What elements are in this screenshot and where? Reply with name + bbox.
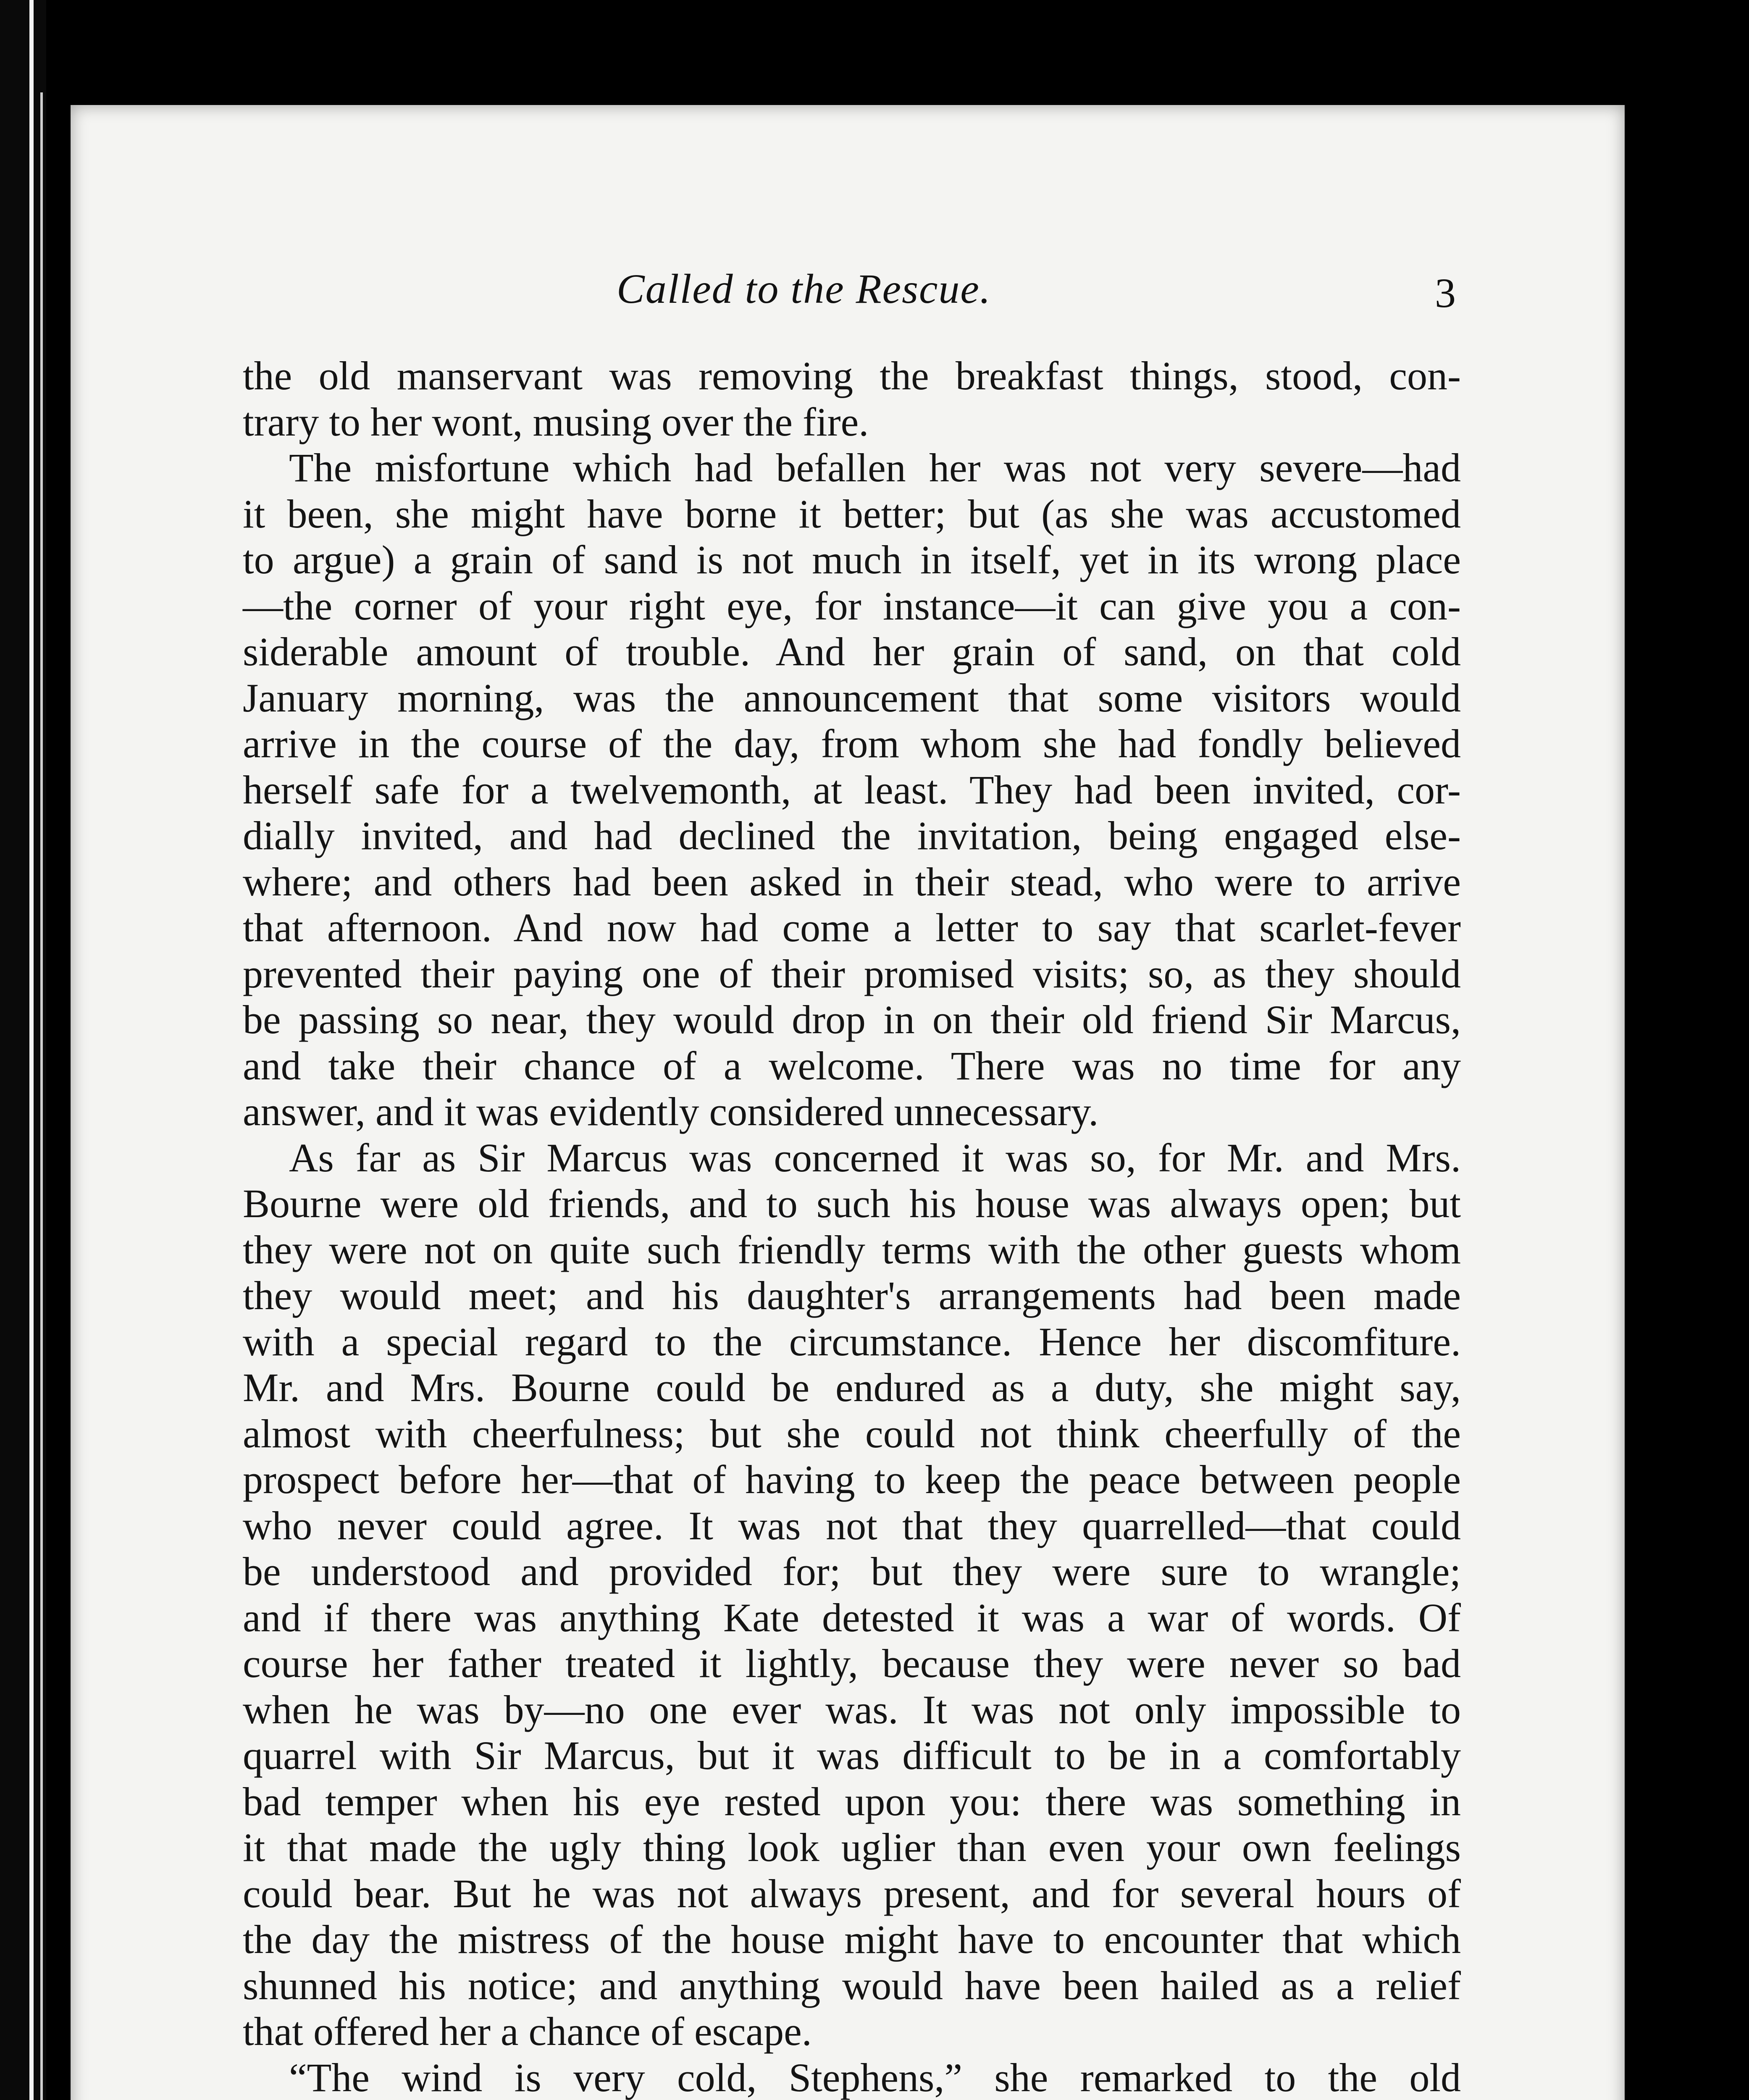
text-line: they were not on quite such friendly terms with the other guests whom xyxy=(243,1227,1461,1272)
text-line: Bourne were old friends, and to such his house was always open; but xyxy=(243,1181,1461,1226)
text-line: quarrel with Sir Marcus, but it was difficult to be in a comfortably xyxy=(243,1733,1461,1778)
text-line: prospect before her—that of having to keep the peace between people xyxy=(243,1457,1461,1502)
text-line: prevented their paying one of their promised visits; so, as they should xyxy=(243,951,1461,996)
text-line: it been, she might have borne it better; but (as she was accustomed xyxy=(243,491,1461,536)
text-line: January morning, was the announcement that some visitors would xyxy=(243,675,1461,720)
paragraph xyxy=(243,445,1461,1135)
text-line: course her father treated it lightly, because they were never so bad xyxy=(243,1641,1461,1686)
text-line: herself safe for a twelvemonth, at least. They had been invited, cor- xyxy=(243,767,1461,812)
paragraph xyxy=(243,1135,1461,2055)
text-line: and if there was anything Kate detested it was a war of words. Of xyxy=(243,1595,1461,1640)
page-number: 3 xyxy=(1435,270,1456,316)
text-line: could bear. But he was not always present, and for several hours of xyxy=(243,1871,1461,1916)
text-line: shunned his notice; and anything would have been hailed as a relief xyxy=(243,1963,1461,2008)
text-line: who never could agree. It was not that they quarrelled—that could xyxy=(243,1503,1461,1548)
book-page xyxy=(71,105,1625,2100)
paragraph xyxy=(243,353,1461,445)
running-title: Called to the Rescue. xyxy=(617,265,991,312)
text-line: trary to her wont, musing over the fire. xyxy=(243,399,869,444)
text-line: siderable amount of trouble. And her grain of sand, on that cold xyxy=(243,629,1461,674)
binding-edge-line-inner xyxy=(40,92,43,2100)
page-header xyxy=(71,265,1625,332)
text-line: Mr. and Mrs. Bourne could be endured as a duty, she might say, xyxy=(243,1365,1461,1410)
text-line: answer, and it was evidently considered unnecessary. xyxy=(243,1089,1099,1134)
paragraph xyxy=(243,2055,1461,2100)
text-line: dially invited, and had declined the invitation, being engaged else- xyxy=(243,813,1461,858)
text-line: the old manservant was removing the breakfast things, stood, con- xyxy=(243,353,1461,398)
binding-edge-line xyxy=(29,0,34,2100)
text-line: when he was by—no one ever was. It was not only impossible to xyxy=(243,1687,1461,1732)
text-line: they would meet; and his daughter's arrangements had been made xyxy=(243,1273,1461,1318)
text-line: As far as Sir Marcus was concerned it was so, for Mr. and Mrs. xyxy=(289,1135,1461,1180)
text-line: —the corner of your right eye, for instance—it can give you a con- xyxy=(243,583,1461,628)
body-text xyxy=(243,353,1461,2100)
text-line: “The wind is very cold, Stephens,” she remarked to the old xyxy=(289,2055,1461,2100)
text-line: almost with cheerfulness; but she could not think cheerfully of the xyxy=(243,1411,1461,1456)
text-line: to argue) a grain of sand is not much in itself, yet in its wrong place xyxy=(243,537,1461,582)
text-line: that afternoon. And now had come a letter to say that scarlet-fever xyxy=(243,905,1461,950)
text-line: the day the mistress of the house might have to encounter that which xyxy=(243,1917,1461,1962)
text-line: be understood and provided for; but they were sure to wrangle; xyxy=(243,1549,1461,1594)
text-line: bad temper when his eye rested upon you: there was something in xyxy=(243,1779,1461,1824)
text-line: where; and others had been asked in their stead, who were to arrive xyxy=(243,859,1461,904)
text-line: be passing so near, they would drop in on their old friend Sir Marcus, xyxy=(243,997,1461,1042)
text-line: and take their chance of a welcome. There was no time for any xyxy=(243,1043,1461,1088)
scan-left-margin xyxy=(0,0,46,2100)
text-line: it that made the ugly thing look uglier than even your own feelings xyxy=(243,1825,1461,1870)
text-line: The misfortune which had befallen her was not very severe—had xyxy=(289,445,1461,490)
text-line: arrive in the course of the day, from whom she had fondly believed xyxy=(243,721,1461,766)
text-line: that offered her a chance of escape. xyxy=(243,2009,812,2054)
text-line: with a special regard to the circumstance. Hence her discomfiture. xyxy=(243,1319,1461,1364)
